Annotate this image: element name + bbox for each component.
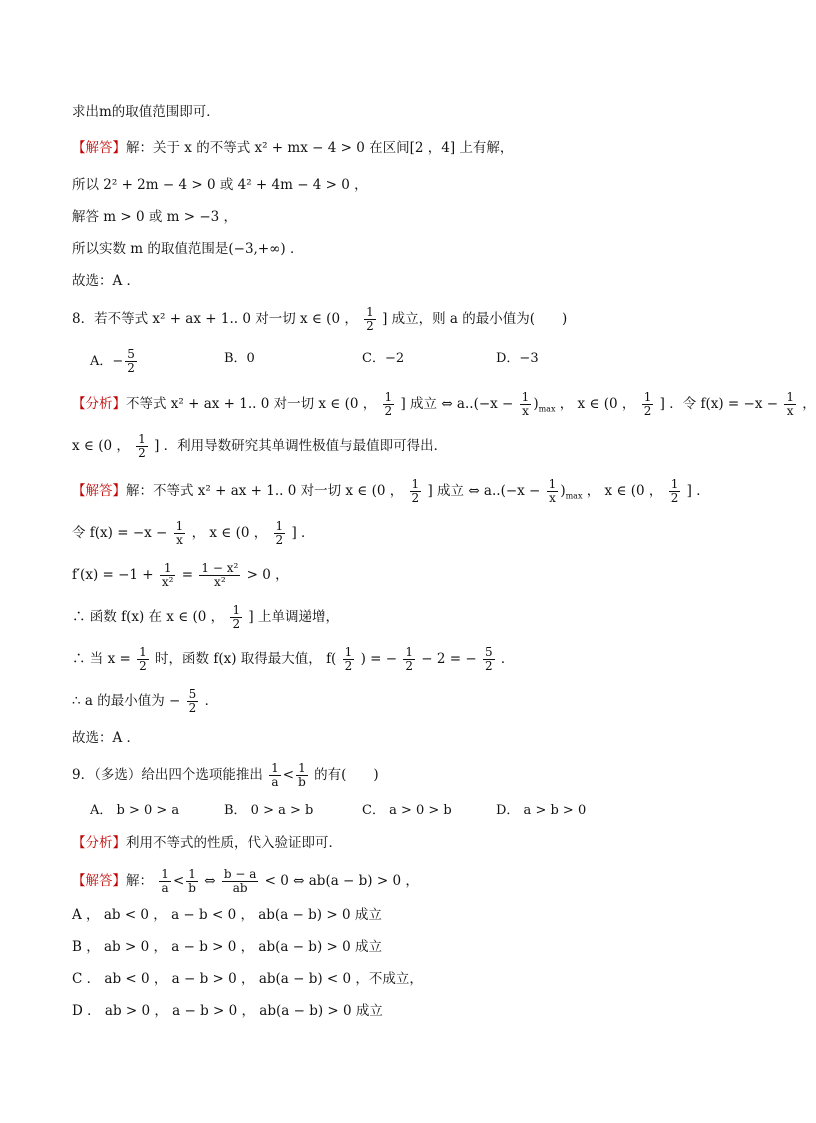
solution-8-line4: ∴ 函数 f(x) 在 x ∈ (0 ， $\frac{1}{2}$ ] 上单调递增， [72, 603, 339, 631]
question-8 [72, 306, 567, 333]
option-c: C．−2 [362, 351, 405, 366]
analysis-tag: 【分析】 [72, 396, 126, 412]
fraction: $\frac{1}{x}$ [521, 390, 530, 418]
fraction: $\frac{\text{1 − x²}}{\text{x²}}$ [201, 561, 239, 589]
fraction: $\frac{1}{2}$ [384, 390, 393, 418]
text-line: D ． ab > 0 ， a − b > 0 ， ab(a − b) > 0 成立 [72, 1003, 383, 1019]
fraction: $\frac{5}{2}$ [127, 347, 135, 375]
text-line [72, 240, 303, 258]
fraction: $\frac{1}{x}$ [786, 390, 794, 418]
solution-tag: 【解答】 [72, 140, 126, 156]
text-line [72, 208, 237, 226]
option-b: B．0 [224, 351, 255, 366]
fraction: $\frac{5}{2}$ [188, 687, 197, 715]
line-text: 8．若不等式 x² + ax + 1.. 0 对一切 x ∈ (0 ， [72, 311, 358, 327]
text-line: C ． ab < 0 ， a − b > 0 ， ab(a − b) < 0 ，不成立， [72, 971, 423, 987]
fraction: $\frac{1}{a}$ [161, 867, 169, 895]
line-text: 所以实数 m 的取值范围是(−3,+∞) ． [72, 241, 304, 257]
analysis-tag: 【分析】 [72, 835, 126, 851]
fraction: $\frac{1}{2}$ [275, 519, 284, 547]
fraction: $\frac{5}{2}$ [484, 645, 493, 673]
line-text: 故选：A ． [72, 273, 141, 289]
solution-8: 【解答】解：不等式 x² + ax + 1.. 0 对一切 x ∈ (0 ， $\frac{1}{2}$ ] 成立 ⇔ a..(−x − $\frac{1}{x}$ )$_{max}$ ， x ∈ (0 ， $\frac{1}{2}$ ] ． [72, 477, 710, 505]
solution-8-line5: ∴ 当 x = $\frac{1}{2}$ 时，函数 f(x) 取得最大值， f( $\frac{1}{2}$ ) = − $\frac{1}{2}$ − 2 = − $\frac{5}{2}$ ． [72, 645, 515, 673]
fraction: $\frac{1}{2}$ [411, 477, 420, 505]
analysis-8-cont: x ∈ (0 ， $\frac{1}{2}$ ] ．利用导数研究其单调性极值与最值即可得出． [72, 432, 448, 460]
fraction: $\frac{1}{x}$ [175, 519, 184, 547]
solution-8-line2: 令 f(x) = −x − $\frac{1}{x}$ ， x ∈ (0 ， $\frac{1}{2}$ ] ． [72, 519, 315, 547]
fraction: $\frac{1}{2}$ [405, 645, 413, 673]
fraction: $\frac{1}{b}$ [298, 761, 306, 789]
line-text: 求出m的取值范围即可． [72, 104, 220, 120]
line-text: 解：关于 x 的不等式 x² + mx − 4 > 0 在区间[2 ，4] 上有解， [126, 140, 514, 156]
fraction: $\frac{1}{\text{x²}}$ [161, 561, 174, 589]
solution-tag: 【解答】 [72, 483, 126, 499]
option-b: B． 0 > a > b [224, 803, 314, 818]
text-line [72, 103, 220, 121]
fraction: $\frac{1}{2}$ [138, 432, 146, 460]
line-text: 所以 2² + 2m − 4 > 0 或 4² + 4m − 4 > 0 ， [72, 177, 368, 193]
fraction: $\frac{1}{b}$ [188, 867, 196, 895]
option-d: D．−3 [496, 351, 539, 366]
line-text: 解答 m > 0 或 m > −3 ， [72, 209, 238, 225]
solution-9: 【解答】解： $\frac{1}{a}$ < $\frac{1}{b}$ ⇔ $\frac{b - a}{ab}$ < 0 ⇔ ab(a − b) > 0 ， [72, 867, 419, 895]
text-line [72, 176, 368, 194]
fraction: $\frac{1}{x}$ [548, 477, 557, 505]
option-a: A．− $\frac{5}{2}$ [90, 347, 135, 375]
fraction: $\frac{1}{2}$ [643, 390, 652, 418]
fraction: $\frac{1}{2}$ [139, 645, 147, 673]
text-line [72, 139, 513, 157]
fraction: $\frac{1}{2}$ [232, 603, 241, 631]
text-line [72, 272, 140, 290]
solution-tag: 【解答】 [72, 873, 126, 889]
fraction: $\frac{1}{a}$ [271, 761, 279, 789]
text-line: B ， ab > 0 ， a − b > 0 ， ab(a − b) > 0 成立 [72, 939, 382, 955]
question-9: 9．（多选）给出四个选项能推出 $\frac{1}{a}$ < $\frac{1}{b}$ 的有( ) [72, 761, 379, 789]
analysis-8: 【分析】不等式 x² + ax + 1.. 0 对一切 x ∈ (0 ， $\frac{1}{2}$ ] 成立 ⇔ a..(−x − $\frac{1}{x}$ )$_{max}$ ， x ∈ (0 ， $\frac{1}{2}$ ] ．令 f(x) = −x − $\frac{1}{x}$ ， [72, 390, 816, 418]
fraction: $\frac{b - a}{ab}$ [223, 867, 257, 895]
line-text: ] 成立，则 a 的最小值为( ) [382, 311, 568, 327]
analysis-9: 【分析】利用不等式的性质，代入验证即可． [72, 835, 342, 851]
text-line: A ， ab < 0 ， a − b < 0 ， ab(a − b) > 0 成立 [72, 907, 382, 923]
fraction: $\frac{1}{2}$ [670, 477, 679, 505]
fraction: $\frac{1}{2}$ [344, 645, 353, 673]
solution-8-line6: ∴ a 的最小值为 − $\frac{5}{2}$ ． [72, 687, 219, 715]
fraction: $\frac{1}{2}$ [366, 305, 374, 333]
solution-8-line3: f′(x) = −1 + $\frac{1}{\text{x²}}$ = $\frac{\text{1 − x²}}{\text{x²}}$ > 0 ， [72, 561, 289, 589]
option-c: C． a > 0 > b [362, 803, 452, 818]
option-a: A． b > 0 > a [90, 803, 180, 818]
text-line: 故选：A ． [72, 730, 141, 746]
option-d: D． a > b > 0 [496, 803, 587, 818]
